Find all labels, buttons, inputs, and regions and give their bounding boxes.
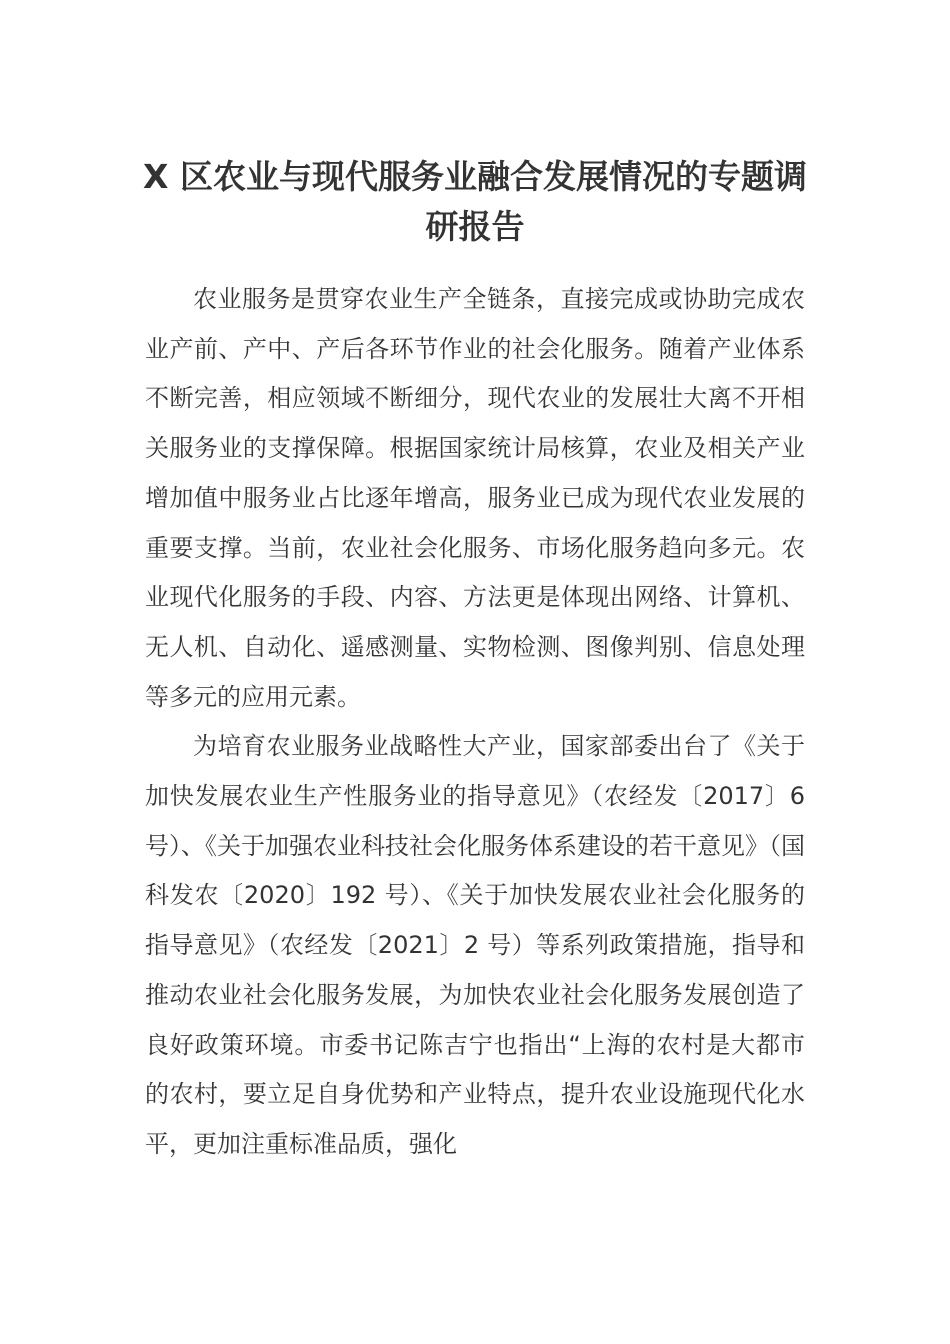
- document-body: [145, 275, 805, 1170]
- paragraph-1: 农业服务是贯穿农业生产全链条，直接完成或协助完成农业产前、产中、产后各环节作业的社会化服务。随着产业体系不断完善，相应领域不断细分，现代农业的发展壮大离不开相关服务业的支撑保障。根据国家统计局核算，农业及相关产业增加值中服务业占比逐年增高，服务业已成为现代农业发展的重要支撑。当前，农业社会化服务、市场化服务趋向多元。农业现代化服务的手段、内容、方法更是体现出网络、计算机、无人机、自动化、遥感测量、实物检测、图像判别、信息处理等多元的应用元素。: [145, 285, 805, 711]
- document-title: X 区农业与现代服务业融合发展情况的专题调研报告: [143, 157, 807, 246]
- paragraph-2: 为培育农业服务业战略性大产业，国家部委出台了《关于加快发展农业生产性服务业的指导意见》（农经发〔2017〕6 号）、《关于加强农业科技社会化服务体系建设的若干意见》（国科发农〔2020〕192 号）、《关于加快发展农业社会化服务的指导意见》（农经发〔2021〕2 号）等系列政策措施，指导和推动农业社会化服务发展，为加快农业社会化服务发展创造了良好政策环境。市委书记陈吉宁也指出“上海的农村是大都市的农村，要立足自身优势和产业特点，提升农业设施现代化水平，更加注重标准品质，强化: [145, 732, 805, 1158]
